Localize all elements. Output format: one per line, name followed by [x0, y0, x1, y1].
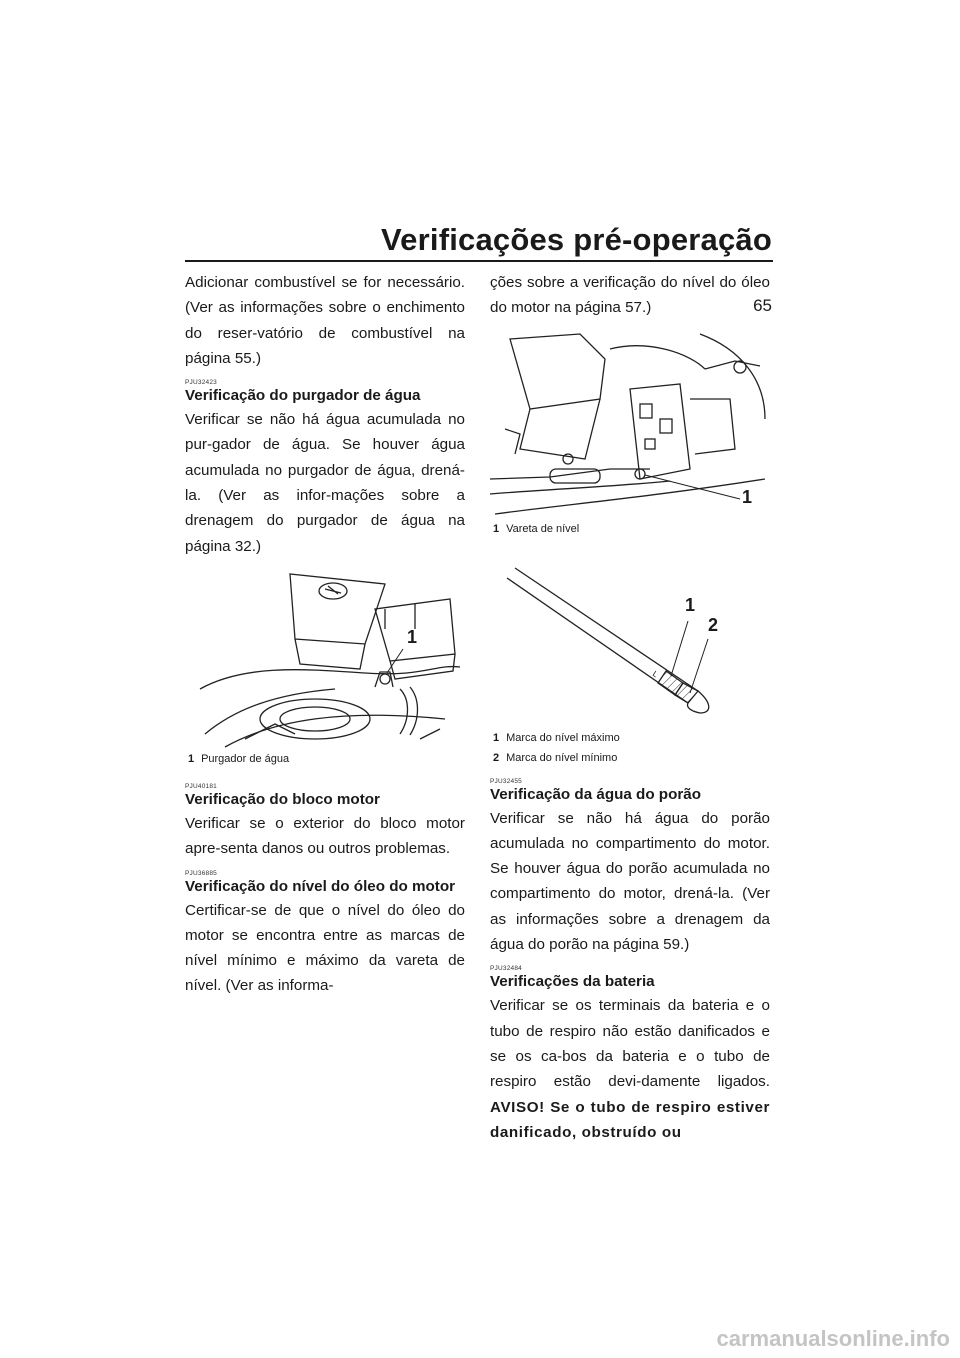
section-heading-bilge: Verificação da água do porão	[490, 785, 702, 803]
caption-text: Vareta de nível	[506, 522, 580, 535]
section-heading-battery: Verificações da bateria	[490, 973, 655, 991]
continued-paragraph: ções sobre a verificação do nível do óleo do motor na página 57.)	[490, 274, 770, 317]
section-body-battery	[490, 993, 770, 1145]
figure-caption	[493, 728, 770, 748]
page-title: Verificações pré-operação	[381, 222, 772, 257]
callout-2: 2	[708, 614, 719, 635]
header-rule	[185, 260, 773, 262]
caption-text: Marca do nível mínimo	[506, 751, 618, 764]
intro-paragraph: Adicionar combustível se for necessário. (Ver as informações sobre o enchimento do reser-vatório de combustível na página 55.)	[185, 274, 465, 367]
left-column	[185, 270, 465, 999]
water-drain-illustration	[185, 569, 465, 749]
caption-number: 1	[493, 522, 500, 535]
section-heading-water-drain: Verificação do purgador de água	[185, 387, 421, 405]
figure-caption	[188, 749, 465, 769]
right-column	[490, 270, 770, 1145]
dipstick-marks-illustration	[490, 543, 770, 728]
battery-body-text: Verificar se os terminais da bateria e o tubo de respiro não estão danificados e se os ca-bos da bateria e o tubo de respiro estão devi-damente ligados.	[490, 997, 770, 1091]
caption-number: 1	[188, 752, 195, 765]
dipstick-location-illustration	[490, 329, 770, 519]
watermark: carmanualsonline.info	[716, 1326, 950, 1351]
section-body-bilge: Verificar se não há água do porão acumulada no compartimento do motor. Se houver água do porão acumulada no compartimento do motor, drená-la. (Ver as informações sobre a drenagem da água do porão na página 59.)	[490, 809, 770, 954]
page-number: 65	[753, 296, 772, 315]
figure-caption	[493, 519, 770, 539]
section-code: PJU36885	[185, 869, 217, 877]
callout-1: 1	[685, 594, 696, 615]
section-code: PJU40181	[185, 782, 217, 790]
battery-warning: AVISO! Se o tubo de respiro estiver danificado, obstruído ou	[490, 1098, 770, 1141]
section-body-engine-block: Verificar se o exterior do bloco motor apre-senta danos ou outros problemas.	[185, 814, 465, 858]
figure-dipstick-marks	[490, 543, 770, 768]
section-code: PJU32455	[490, 777, 522, 785]
figure-dipstick-location	[490, 329, 770, 539]
section-code: PJU32423	[185, 379, 217, 387]
svg-text:L: L	[650, 668, 660, 679]
section-code: PJU32484	[490, 965, 522, 973]
figure-water-drain	[185, 569, 465, 769]
callout-1: 1	[407, 626, 418, 647]
figure-caption	[493, 748, 770, 768]
caption-text: Purgador de água	[201, 752, 290, 765]
section-body-oil-level: Certificar-se de que o nível do óleo do motor se encontra entre as marcas de nível mínimo e máximo da vareta de nível. (Ver as informa-	[185, 901, 465, 995]
caption-text: Marca do nível máximo	[506, 731, 620, 744]
section-heading-engine-block: Verificação do bloco motor	[185, 790, 380, 808]
callout-1: 1	[742, 486, 753, 507]
section-body-water-drain: Verificar se não há água acumulada no pur-gador de água. Se houver água acumulada no purgador de água, drená-la. (Ver as infor-mações sobre a drenagem do purgador de água na página 32.)	[185, 411, 465, 555]
section-heading-oil-level: Verificação do nível do óleo do motor	[185, 877, 456, 895]
caption-number: 2	[493, 751, 500, 764]
caption-number: 1	[493, 731, 500, 744]
